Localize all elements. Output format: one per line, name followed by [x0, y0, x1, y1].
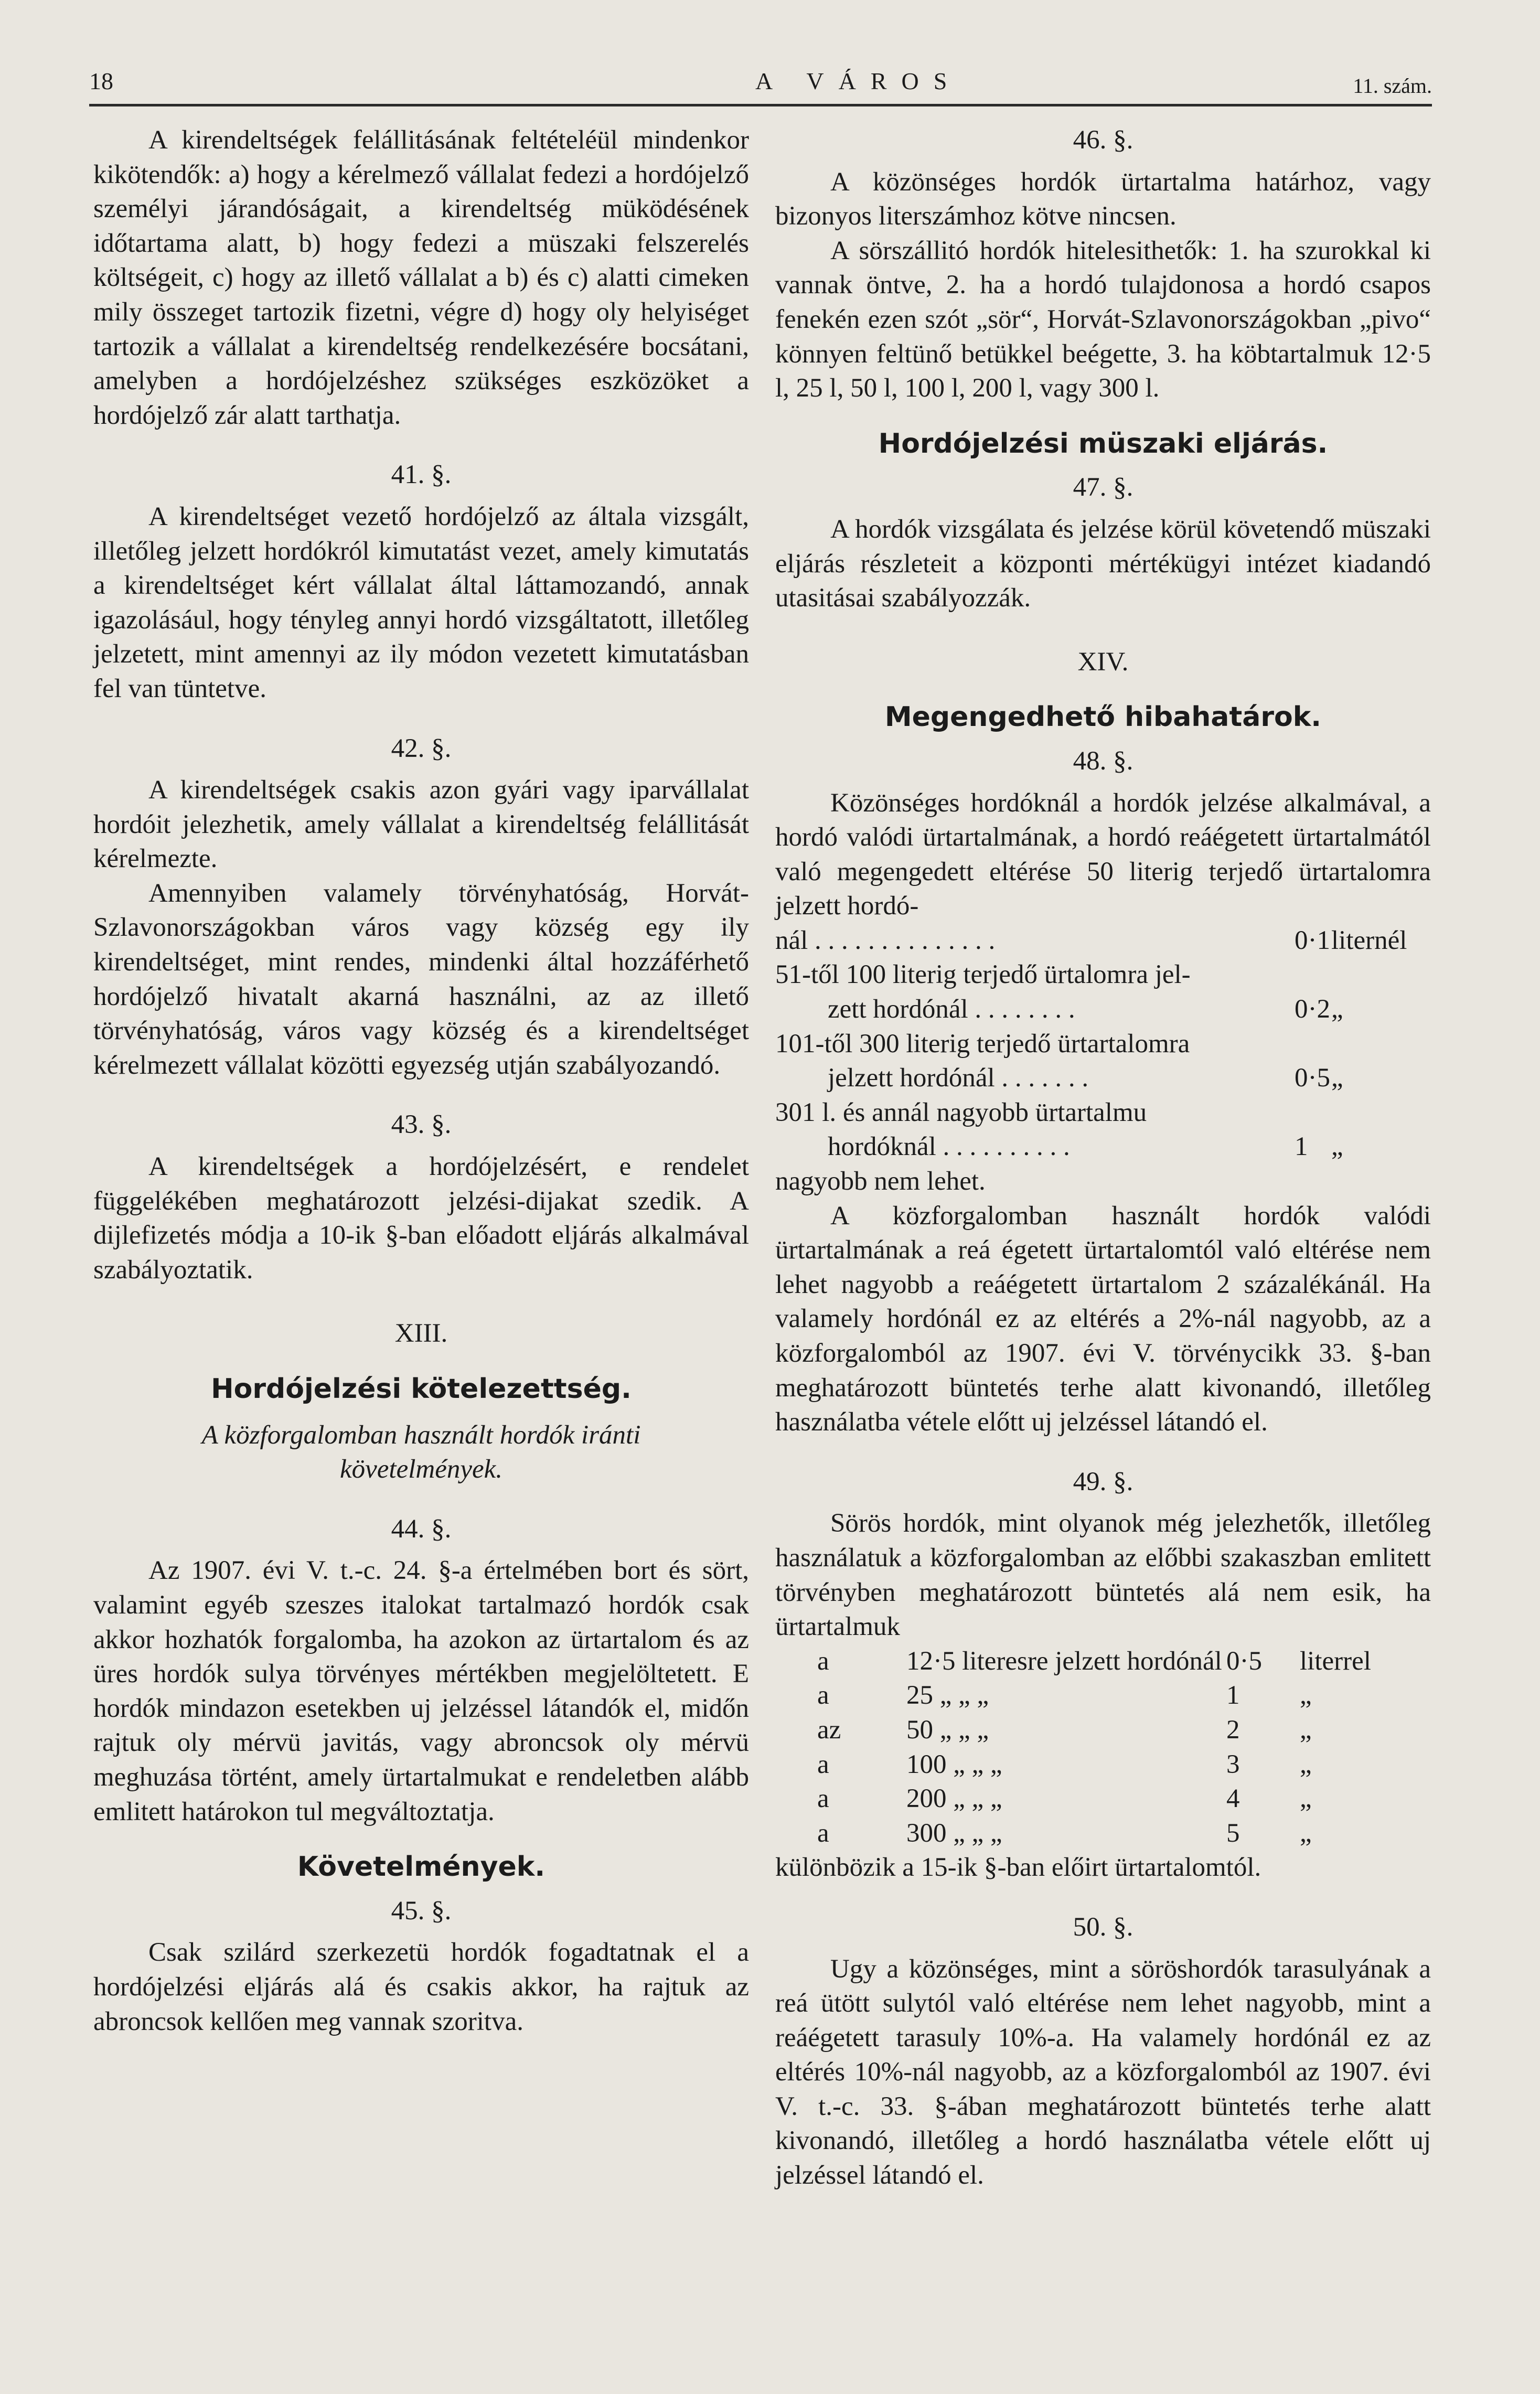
section-number: 49. §. [1073, 1467, 1133, 1497]
tolerance-unit: „ [1331, 995, 1343, 1024]
paragraph: A sörszállitó hordók hitelesithetők: 1. ha szurokkal ki vannak öntve, 2. ha a hordó tulajdonosa a hordó csapos fenekén ezen szót „sör“, Horvát-Szlavonországokban „pivo“ könnyen feltünő betükkel beégette, 3. ha köbtartalmuk 12·5 l, 25 l, 50 l, 100 l, 200 l, vagy 300 l. [775, 236, 1431, 403]
tolerance-text: 51-től 100 literig terjedő ürtalomra jel- [775, 960, 1191, 990]
tolerance-table [775, 924, 1431, 1199]
section-number: 50. §. [1073, 1912, 1133, 1942]
paragraph: A kirendeltségek felállitásának feltételéül mindenkor kikötendők: a) hogy a kérelmező vállalat fedezi a hordójelző személyi járandóságait, a kirendeltség müködésének időtartama alatt, b) hogy fedezi a müszaki felszerelés költségeit, c) hogy az illető vállalat a b) és c) alatti cimeken mily összeget tartozik fizetni, végre d) hogy oly helyiséget tartozik a vállalat a kirendeltség rendelkezésére bocsátani, amelyben a hordójelzéshez szükséges eszközöket a hordójelző zár alatt tarthatja. [93, 125, 749, 430]
beer-article: a [817, 1784, 829, 1814]
paragraph: A kirendeltségek a hordójelzésért, e rendelet függelékében meghatározott jelzési-dijakat szedik. A dijlefizetés módja a 10-ik §-ban előadott eljárás alkalmával szabályoztatik. [93, 1152, 749, 1285]
tolerance-value: 0·5 [1295, 1063, 1330, 1093]
beer-tolerance: 0·5 [1226, 1646, 1262, 1676]
beer-tolerance: 1 [1226, 1681, 1240, 1711]
beer-unit: „ [1300, 1818, 1312, 1848]
right-column [775, 123, 1431, 2193]
beer-size: 200 „ „ „ [906, 1784, 1002, 1814]
tolerance-row [775, 1130, 1431, 1164]
paragraph: A közforgalomban használt hordók valódi ürtartalmának a reá égetett ürtartalomtól való eltérése nem lehet nagyobb a reáégetett ürtartalom 2 százalékánál. Ha valamely hordónál ez az eltérés a 2%-nál nagyobb, az a közforgalomból az 1907. évi V. törvénycikk 33. §-ban meghatározott büntetés terhe alatt kivonandó, illetőleg használatba vétele előtt uj jelzéssel látandó el. [775, 1201, 1431, 1437]
tolerance-unit: liternél [1331, 925, 1407, 955]
tolerance-unit: „ [1331, 1063, 1343, 1093]
beer-unit: literrel [1300, 1646, 1371, 1676]
beer-article: a [817, 1681, 829, 1711]
tolerance-value: 0·2 [1295, 995, 1330, 1024]
section-number: 41. §. [391, 460, 452, 490]
beer-row [775, 1644, 1431, 1679]
chapter-heading: Hordójelzési kötelezettség. [211, 1373, 632, 1405]
chapter-heading: Megengedhető hibahatárok. [884, 701, 1322, 733]
beer-row [775, 1782, 1431, 1816]
tolerance-text: 301 l. és annál nagyobb ürtartalmu [775, 1097, 1147, 1127]
beer-article: az [817, 1715, 841, 1745]
beer-tolerance: 3 [1226, 1749, 1240, 1779]
beer-article: a [817, 1646, 829, 1676]
section-number: 44. §. [391, 1514, 452, 1544]
tolerance-row [775, 958, 1431, 992]
tolerance-text: hordóknál . . . . . . . . . . [828, 1132, 1070, 1162]
tolerance-text: jelzett hordónál . . . . . . . [828, 1063, 1089, 1093]
section-number: 45. §. [391, 1896, 452, 1926]
tolerance-row [775, 924, 1431, 958]
section-heading: Követelmények. [297, 1851, 546, 1883]
beer-tolerance: 5 [1226, 1818, 1240, 1848]
tolerance-row [775, 992, 1431, 1027]
chapter-number: XIV. [1077, 647, 1129, 677]
paragraph: Sörös hordók, mint olyanok még jelezhetők, illetőleg használatuk a közforgalomban az előbbi szakaszban emlitett törvényben meghatározott büntetés alá nem esik, ha ürtartalmuk [775, 1509, 1431, 1642]
paragraph: A hordók vizsgálata és jelzése körül követendő müszaki eljárás részleteit a központi mértékügyi intézet kiadandó utasitásai szabályozzák. [775, 514, 1431, 613]
beer-tolerance: 2 [1226, 1715, 1240, 1745]
tolerance-text: nál . . . . . . . . . . . . . . [775, 925, 996, 955]
tolerance-row [775, 1164, 1431, 1199]
beer-article: a [817, 1818, 829, 1848]
section-number: 43. §. [391, 1110, 452, 1140]
beer-size: 300 „ „ „ [906, 1818, 1002, 1848]
paragraph: Ugy a közönséges, mint a söröshordók tarasulyának a reá ütött sulytól való eltérése nem lehet nagyobb, mint a reáégetett tarasuly 10%-a. Ha valamely hordónál ez az eltérés 10%-nál nagyobb, az a közforgalomból az 1907. évi V. t.-c. 33. §-ában meghatározott büntetés terhe alatt kivonandó, illetőleg a hordó használatba vétele előtt uj jelzéssel látandó el. [775, 1954, 1431, 2190]
beer-article: a [817, 1749, 829, 1779]
tolerance-unit: „ [1331, 1132, 1343, 1162]
tolerance-row [775, 1027, 1431, 1062]
tolerance-value: 1 [1295, 1132, 1308, 1162]
left-column [93, 123, 749, 2039]
beer-barrel-table [775, 1644, 1431, 1851]
paragraph: A kirendeltségek csakis azon gyári vagy iparvállalat hordóit jelezhetik, amely vállalat a kirendeltség felállitását kérelmezte. [93, 775, 749, 874]
beer-unit: „ [1300, 1749, 1312, 1779]
paragraph: A kirendeltséget vezető hordójelző az általa vizsgált, illetőleg jelzett hordókról kimutatást vezet, amely kimutatás a kirendeltséget kért vállalat által láttamozandó, annak igazolásául, hogy tényleg annyi hordó vizsgáltatott, illetőleg jelzetett, mint amennyi az ily módon vezetett kimutatásban fel van tüntetve. [93, 501, 749, 703]
beer-tolerance: 4 [1226, 1784, 1240, 1814]
paragraph: különbözik a 15-ik §-ban előirt ürtartalomtól. [775, 1853, 1261, 1883]
page-header [89, 62, 1432, 106]
beer-row [775, 1816, 1431, 1851]
tolerance-text: zett hordónál . . . . . . . . [828, 995, 1075, 1024]
beer-size: 25 „ „ „ [906, 1681, 989, 1711]
beer-row [775, 1679, 1431, 1713]
issue-number: 11. szám. [1353, 74, 1432, 98]
paragraph: Közönséges hordóknál a hordók jelzése alkalmával, a hordó valódi ürtartalmának, a hordó reáégetett ürtartalmától való megengedett eltérése 50 literig terjedő ürtartalomra jelzett hordó- [775, 788, 1431, 921]
beer-unit: „ [1300, 1784, 1312, 1814]
paragraph: Amennyiben valamely törvényhatóság, Horvát-Szlavonországokban város vagy község egy ily kirendeltséget, mint rendes, mindenki által hozzáférhető hordójelző hivatalt akarná használni, az az illető törvényhatóság, város vagy község és a kirendeltséget kérelmezett vállalat közötti egyezség utján szabályozandó. [93, 878, 749, 1080]
beer-size: 100 „ „ „ [906, 1749, 1002, 1779]
beer-row [775, 1713, 1431, 1748]
paragraph: Csak szilárd szerkezetü hordók fogadtatnak el a hordójelzési eljárás alá és csakis akkor, ha rajtuk az abroncsok kellően meg vannak szoritva. [93, 1938, 749, 2036]
paragraph: Az 1907. évi V. t.-c. 24. §-a értelmében bort és sört, valamint egyéb szeszes italokat tartalmazó hordók csak akkor hozhatók forgalomba, ha azokon az ürtartalom és az üres hordók sulya törvényes mértékben megjelöltetett. E hordók mindazon esetekben uj jelzéssel látandók el, midőn rajtuk oly mérvü javitás, vagy abroncsok oly mérvü meghuzása történt, amely ürtartalmukat e rendeletben alább emlitett határokon tul megváltoztatja. [93, 1556, 749, 1826]
chapter-number: XIII. [394, 1319, 448, 1349]
section-number: 48. §. [1073, 746, 1133, 776]
beer-unit: „ [1300, 1715, 1312, 1745]
tolerance-value: 0·1 [1295, 925, 1330, 955]
section-number: 47. §. [1073, 473, 1133, 503]
beer-row [775, 1748, 1431, 1782]
journal-title: A VÁROS [755, 68, 962, 94]
section-number: 46. §. [1073, 125, 1133, 155]
beer-size: 50 „ „ „ [906, 1715, 989, 1745]
paragraph: A közönséges hordók ürtartalma határhoz, vagy bizonyos literszámhoz kötve nincsen. [775, 167, 1431, 231]
beer-unit: „ [1300, 1681, 1312, 1711]
beer-size: 12·5 literesre jelzett hordónál [906, 1646, 1222, 1676]
tolerance-text: 101-től 300 literig terjedő ürtartalomra [775, 1029, 1190, 1059]
section-heading: Hordójelzési müszaki eljárás. [878, 428, 1328, 459]
tolerance-row [775, 1096, 1431, 1130]
tolerance-row [775, 1061, 1431, 1096]
section-number: 42. §. [391, 733, 452, 763]
chapter-subheading: A közforgalomban használt hordók iránti követelmények. [201, 1420, 641, 1484]
tolerance-text: nagyobb nem lehet. [775, 1167, 986, 1196]
page-number: 18 [89, 68, 113, 94]
